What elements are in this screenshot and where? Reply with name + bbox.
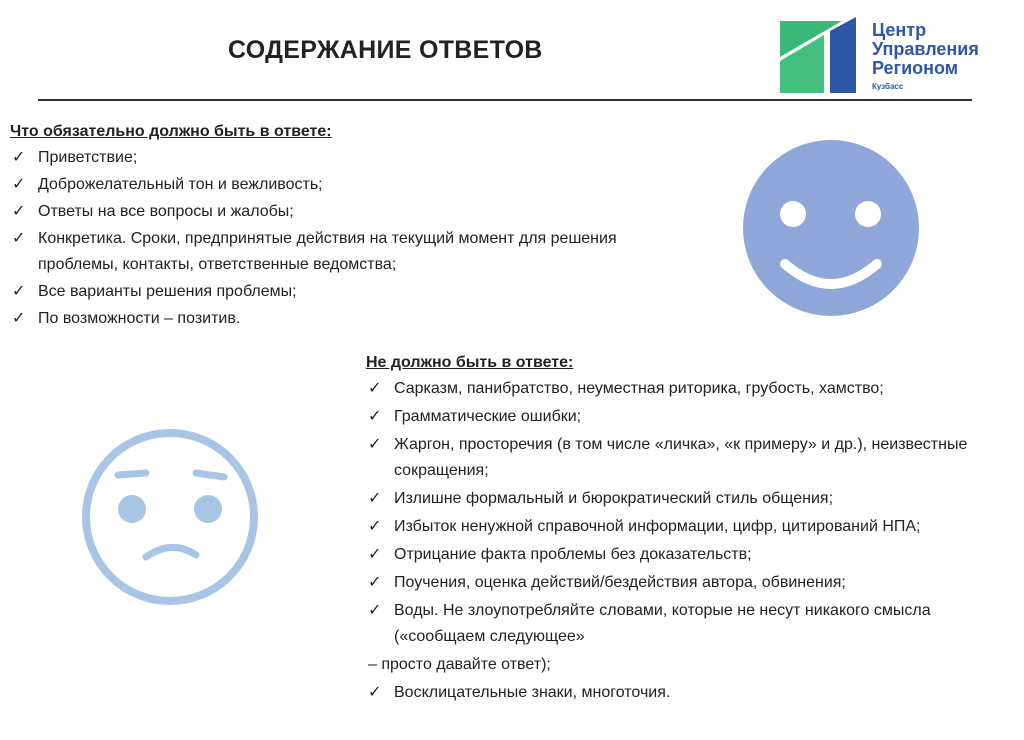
list-item — [366, 514, 1016, 540]
list-item-text: Восклицательные знаки, многоточия. — [394, 684, 671, 701]
list-item-text: Жаргон, просторечия (в том числе «личка», «к примеру» и др.), неизвестные сокращения; — [394, 436, 968, 479]
list-item-text: Грамматические ошибки; — [394, 408, 582, 425]
must-have-section — [10, 119, 670, 333]
list-item-text: Доброжелательный тон и вежливость; — [38, 176, 323, 193]
logo-line: Регионом — [872, 58, 959, 78]
list-item-text: Отрицание факта проблемы без доказательств; — [394, 546, 752, 563]
list-item — [10, 199, 670, 225]
list-item-text: Конкретика. Сроки, предпринятые действия на текущий момент для решения проблемы, контакты, ответственные ведомства; — [38, 230, 617, 273]
title-divider — [38, 99, 972, 101]
must-not-section — [366, 350, 1016, 708]
must-have-heading: Что обязательно должно быть в ответе: — [10, 123, 332, 140]
check-icon: ✓ — [368, 546, 382, 563]
list-item — [366, 404, 1016, 430]
check-icon: ✓ — [368, 408, 382, 425]
check-icon: ✓ — [368, 602, 382, 619]
list-item — [10, 279, 670, 305]
logo-line: Управления — [872, 39, 979, 59]
list-item — [366, 376, 1016, 402]
check-icon: ✓ — [12, 176, 26, 193]
list-item — [10, 172, 670, 198]
list-item — [366, 432, 1016, 484]
check-icon: ✓ — [12, 310, 26, 327]
list-item — [366, 652, 1016, 678]
list-item — [366, 598, 1016, 650]
check-icon: ✓ — [12, 149, 26, 166]
must-have-list — [10, 145, 670, 332]
list-item — [10, 226, 670, 278]
logo — [780, 17, 1000, 99]
list-item — [10, 145, 670, 171]
check-icon: ✓ — [12, 203, 26, 220]
list-item-text: Поучения, оценка действий/бездействия автора, обвинения; — [394, 574, 846, 591]
list-item — [10, 306, 670, 332]
list-item-text: Избыток ненужной справочной информации, цифр, цитирований НПА; — [394, 518, 921, 535]
list-item — [366, 542, 1016, 568]
list-item-text: Сарказм, панибратство, неуместная риторика, грубость, хамство; — [394, 380, 884, 397]
check-icon: ✓ — [12, 230, 26, 247]
smiley-face-icon — [741, 138, 921, 318]
page-title: СОДЕРЖАНИЕ ОТВЕТОВ — [228, 36, 543, 64]
list-item — [366, 570, 1016, 596]
check-icon: ✓ — [368, 574, 382, 591]
check-icon: ✓ — [368, 490, 382, 507]
logo-mark-icon — [780, 17, 860, 97]
list-item-text: Приветствие; — [38, 149, 138, 166]
must-not-list — [366, 376, 1016, 706]
list-item-text: По возможности – позитив. — [38, 310, 241, 327]
check-icon: ✓ — [368, 380, 382, 397]
sad-face-icon — [80, 427, 260, 607]
list-item-text: Излишне формальный и бюрократический стиль общения; — [394, 490, 834, 507]
list-item — [366, 680, 1016, 706]
must-not-heading: Не должно быть в ответе: — [366, 354, 574, 371]
check-icon: ✓ — [12, 283, 26, 300]
logo-text — [872, 21, 979, 78]
check-icon: ✓ — [368, 436, 382, 453]
logo-line: Центр — [872, 20, 927, 40]
list-item-text: Ответы на все вопросы и жалобы; — [38, 203, 294, 220]
list-item-text: Все варианты решения проблемы; — [38, 283, 297, 300]
list-item — [366, 486, 1016, 512]
list-item-text: – просто давайте ответ); — [368, 656, 551, 673]
check-icon: ✓ — [368, 684, 382, 701]
list-item-text: Воды. Не злоупотребляйте словами, которые не несут никакого смысла («сообщаем следующее» — [394, 602, 931, 645]
check-icon: ✓ — [368, 518, 382, 535]
logo-subtitle: Кузбасс — [872, 82, 904, 91]
